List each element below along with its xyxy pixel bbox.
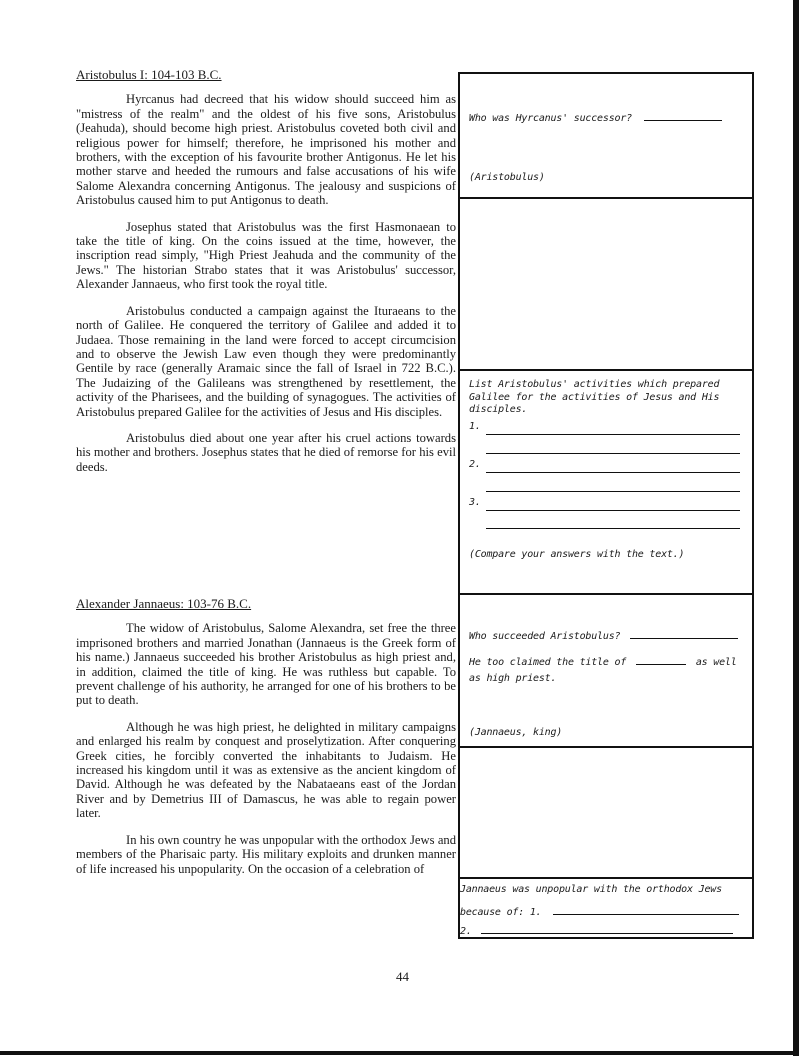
item-number: 2.	[469, 459, 481, 470]
section-jannaeus	[76, 597, 456, 876]
answer-text: (Jannaeus, king)	[469, 727, 563, 738]
section-heading: Alexander Jannaeus: 103-76 B.C.	[76, 596, 252, 611]
question-box-jannaeus	[460, 595, 752, 748]
item-number: 1.	[469, 421, 481, 432]
answer-blank[interactable]	[481, 923, 733, 934]
answer-text: (Aristobulus)	[469, 172, 545, 183]
section-aristobulus	[76, 68, 456, 474]
question-text: Who succeeded Aristobulus?	[469, 631, 621, 642]
item-number: 2.	[460, 926, 472, 937]
answer-blank[interactable]	[644, 110, 722, 121]
answer-line[interactable]	[486, 453, 740, 454]
empty-box	[460, 748, 752, 879]
answer-line[interactable]	[486, 491, 740, 492]
paragraph: Aristobulus died about one year after his cruel actions towards his mother and brothers. Josephus states that he died of remorse for his evil deeds.	[76, 430, 456, 474]
paragraph: Although he was high priest, he delighted in military campaigns and enlarged his realm by conquest and proselytization. After conquering Greek cities, he forcibly converted the inhabitants to Judaism. He increased his kingdom until it was as extensive as the ancient kingdom of David. Although he was defeated by the Nabataeans east of the Jordan River and by Demetrius III of Damascus, he was able to regain power later.	[76, 719, 456, 821]
answer-line[interactable]	[486, 472, 740, 473]
question-text: because of: 1.	[460, 907, 542, 918]
question-text: as well	[695, 657, 737, 668]
question-text: He too claimed the title of	[469, 657, 627, 668]
paragraph: Josephus stated that Aristobulus was the first Hasmonaean to take the title of king. On the coins issued at the time, however, the inscription read simply, "High Priest Jeahuda and the community of the Jews." The historian Strabo states that it was Aristobulus' successor, Alexander Jannaeus, who first took the royal title.	[76, 219, 456, 292]
answer-line[interactable]	[486, 510, 740, 511]
footer-note: (Compare your answers with the text.)	[469, 549, 685, 560]
bottom-rule	[0, 1051, 793, 1055]
question-box-unpopular	[460, 879, 752, 939]
paragraph: In his own country he was unpopular with the orthodox Jews and members of the Pharisaic party. His military exploits and drunken manner of life increased his unpopularity. On the occasion of a celebration of	[76, 832, 456, 876]
paragraph: The widow of Aristobulus, Salome Alexandra, set free the three imprisoned brothers and married Jonathan (Jannaeus is the Greek form of his name.) Jannaeus succeeded his brother Aristobulus as high priest and, in addition, claimed the title of king. He was ruthless but capable. To prevent challenge of his authority, he arranged for one of his brothers to be put to death.	[76, 621, 456, 708]
question-box-activities	[460, 371, 752, 595]
item-number: 3.	[469, 497, 481, 508]
section-heading: Aristobulus I: 104-103 B.C.	[76, 67, 222, 82]
answer-line[interactable]	[486, 434, 740, 435]
question-box-successor	[460, 74, 752, 199]
question-text: as high priest.	[469, 673, 557, 684]
empty-box	[460, 199, 752, 371]
answer-blank[interactable]	[636, 654, 686, 665]
prompt-line: List Aristobulus' activities which prepared	[469, 379, 720, 390]
page-number: 44	[396, 969, 409, 984]
answer-blank[interactable]	[630, 628, 738, 639]
page-edge-bar	[793, 0, 799, 1056]
paragraph: Aristobulus conducted a campaign against the Ituraeans to the north of Galilee. He conquered the territory of Galilee and added it to Judaea. Those remaining in the land were forced to accept circumcision and to observe the Jewish Law even though they were predominantly Gentile by race (generally Aramaic since the fall of Israel in 722 B.C.). The Judaizing of the Galileans was strengthened by resettlement, the activity of the Pharisees, and the building of synagogues. The activities of Aristobulus prepared Galilee for the activities of Jesus and His disciples.	[76, 303, 456, 419]
paragraph: Hyrcanus had decreed that his widow should succeed him as "mistress of the realm" and the oldest of his five sons, Aristobulus (Jeahuda), should become high priest. Aristobulus coveted both civil and religious power for himself; therefore, he imprisoned his mother and brothers, with the exception of his favourite brother Antigonus. He let his mother starve and heeded the rumours and false accusations of his wife Salome Alexandra concerning Antigonus. The jealousy and suspicions of Aristobulus caused him to put Antigonus to death.	[76, 92, 456, 208]
answer-line[interactable]	[486, 528, 740, 529]
answer-blank[interactable]	[553, 904, 739, 915]
prompt-line: disciples.	[469, 404, 528, 415]
study-questions-panel	[458, 72, 754, 939]
question-text: Jannaeus was unpopular with the orthodox Jews	[460, 884, 722, 895]
question-text: Who was Hyrcanus' successor?	[469, 113, 632, 124]
prompt-line: Galilee for the activities of Jesus and His	[469, 391, 720, 403]
